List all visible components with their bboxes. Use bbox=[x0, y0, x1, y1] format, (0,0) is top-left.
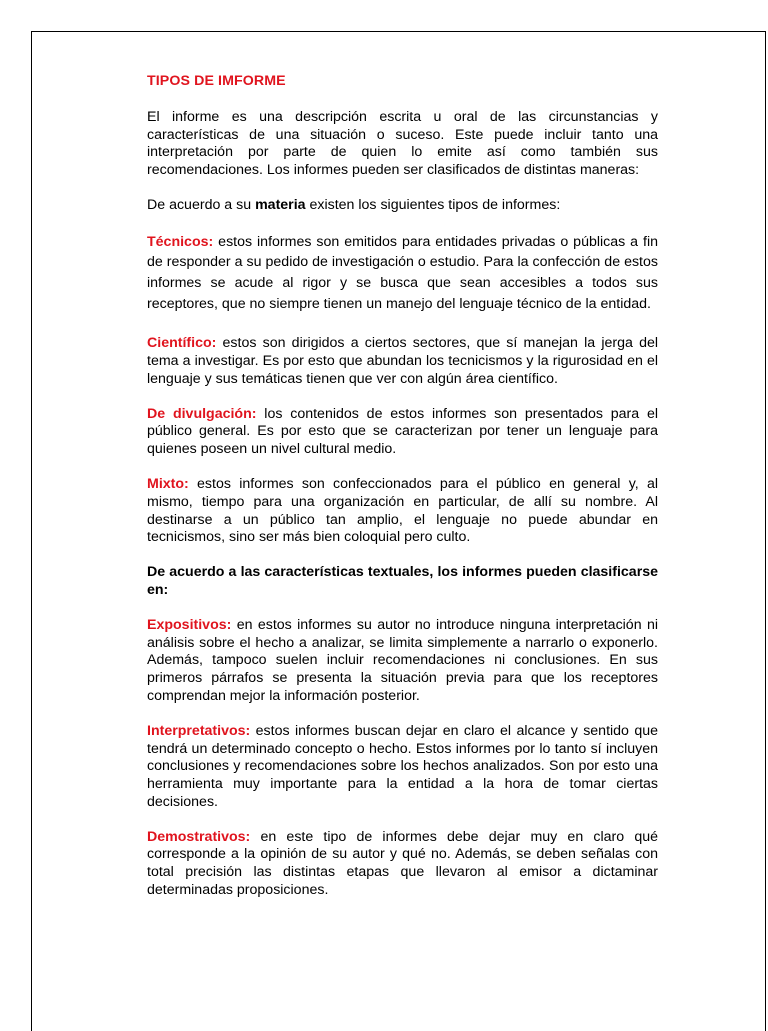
subject-heading-bold: materia bbox=[255, 196, 306, 213]
type-description: los contenidos de estos informes son presentados para el público general. Es por esto que se caracterizan por tener un lenguaje para quienes poseen un nivel cultural medio. bbox=[147, 405, 658, 458]
type-cientifico bbox=[147, 335, 658, 388]
document-title: TIPOS DE IMFORME bbox=[147, 73, 286, 89]
type-demostrativos bbox=[147, 829, 658, 900]
type-description: en estos informes su autor no introduce ninguna interpretación ni análisis sobre el hecho a analizar, se limita simplemente a narrarlo o exponerlo. Además, tampoco suelen incluir recomendaciones ni conclusiones. En sus primeros párrafos se presenta la situación previa para que los receptores comprendan mejor la información posterior. bbox=[147, 616, 658, 704]
subject-classification-heading bbox=[147, 197, 658, 215]
type-term: Técnicos: bbox=[147, 233, 214, 250]
type-term: Interpretativos: bbox=[147, 722, 251, 739]
subject-heading-after: existen los siguientes tipos de informes: bbox=[305, 196, 561, 213]
text-features-heading: De acuerdo a las características textuales, los informes pueden clasificarse en: bbox=[147, 564, 658, 598]
type-description: estos son dirigidos a ciertos sectores, que sí manejan la jerga del tema a investigar. Es por esto que abundan los tecnicismos y la rigurosidad en el lenguaje y sus temáticas tienen que ver con algún área científico. bbox=[147, 335, 658, 387]
document-body bbox=[147, 73, 658, 917]
type-term: Mixto: bbox=[147, 475, 189, 492]
type-description: en este tipo de informes debe dejar muy en claro qué corresponde a la opinión de su autor y qué no. Además, se deben señalas con total precisión las distintas etapas que llevaron al emisor a dictaminar determinadas proposiciones. bbox=[147, 828, 658, 899]
type-interpretativos bbox=[147, 723, 658, 812]
type-term: Demostrativos: bbox=[147, 828, 251, 845]
intro-paragraph: El informe es una descripción escrita u oral de las circunstancias y características de una situación o suceso. Este puede incluir tanto una interpretación por parte de quien lo emite así como también sus recomendaciones. Los informes pueden ser clasificados de distintas maneras: bbox=[147, 108, 658, 179]
type-mixto bbox=[147, 476, 658, 547]
type-expositivos bbox=[147, 617, 658, 706]
type-divulgacion bbox=[147, 406, 658, 459]
type-description: estos informes son confeccionados para el público en general y, al mismo, tiempo para una organización en particular, de allí su nombre. Al destinarse a un público tan amplio, el lenguaje no puede abundar en tecnicismos, sino ser más bien coloquial pero culto. bbox=[147, 475, 658, 546]
type-description: estos informes son emitidos para entidades privadas o públicas a fin de responder a su pedido de investigación o estudio. Para la confección de estos informes se acude al rigor y se busca que sean accesibles a todos sus receptores, que no siempre tienen un manejo del lenguaje técnico de la entidad. bbox=[147, 233, 658, 312]
type-tecnicos bbox=[147, 232, 658, 314]
type-term: De divulgación: bbox=[147, 405, 257, 422]
type-term: Científico: bbox=[147, 335, 217, 352]
subject-heading-before: De acuerdo a su bbox=[147, 196, 256, 213]
type-term: Expositivos: bbox=[147, 616, 232, 633]
type-description: estos informes buscan dejar en claro el alcance y sentido que tendrá un determinado concepto o hecho. Estos informes por lo tanto sí incluyen conclusiones y recomendaciones sobre los hechos analizados. Son por esto una herramienta muy importante para la entidad a la hora de tomar ciertas decisiones. bbox=[147, 722, 658, 810]
